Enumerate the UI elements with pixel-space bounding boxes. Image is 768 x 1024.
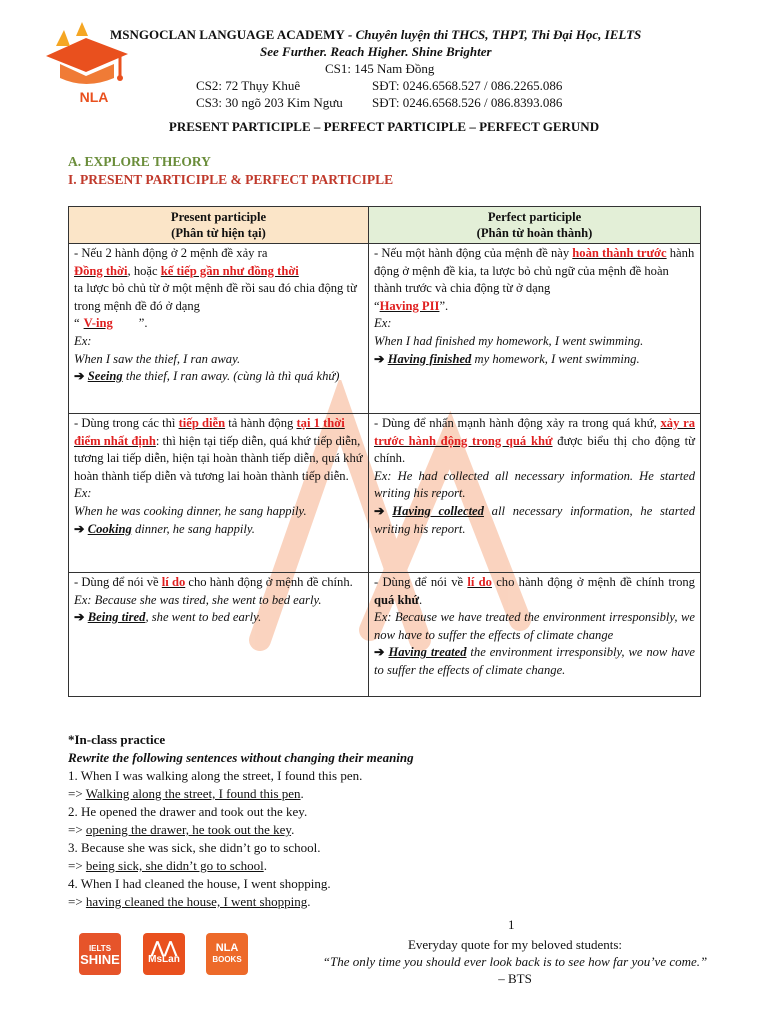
answer-blank: V-ing <box>83 316 113 331</box>
page-title: PRESENT PARTICIPLE – PERFECT PARTICIPLE – PERFECT GERUND <box>168 119 600 134</box>
table-row <box>69 244 701 414</box>
answer-prefix: => <box>68 822 86 837</box>
text: - Dùng để nhấn mạnh hành động xảy ra trong quá khứ, <box>374 416 661 430</box>
practice-answer: => being sick, she didn’t go to school. <box>68 858 267 873</box>
answer-text: being sick, she didn’t go to school <box>85 858 264 873</box>
answer-text: Walking along the street, I found this pen <box>85 786 301 801</box>
col2-header <box>369 207 701 244</box>
quote-author: – BTS <box>498 971 532 986</box>
practice-heading: *In-class practice <box>68 732 166 747</box>
arrow-icon: ➔ <box>374 503 385 518</box>
answer-blank: kế tiếp gần như đồng thời <box>160 263 299 278</box>
table-row <box>69 573 701 697</box>
nla-books-logo <box>206 933 248 975</box>
campus-2-address: CS2: 72 Thụy Khuê <box>196 78 301 93</box>
arrow-icon: ➔ <box>74 369 85 384</box>
practice-answer: => Walking along the street, I found this pen. <box>68 786 304 801</box>
cell-r2c2 <box>369 414 701 573</box>
example-label: Ex: <box>74 486 92 501</box>
logo-text: NLA <box>79 89 109 105</box>
arrow-icon: ➔ <box>374 645 385 660</box>
key-form: Having finished <box>387 351 472 366</box>
campus-3-phone: SĐT: 0246.6568.526 / 086.8393.086 <box>372 95 563 110</box>
answer-blank: Having PII <box>379 298 440 313</box>
table-row <box>69 414 701 573</box>
text: : thì hiện tại tiếp diễn, quá khứ tiếp diễn, tương lai tiếp diễn, hiện tại hoàn thành tiếp diễn, quá khứ hoàn thành tiếp diễn và tương lai hoàn thành tiếp diễn. <box>74 433 363 483</box>
col1-title: Present participle <box>170 210 267 224</box>
quote-mark: ”. <box>439 298 449 313</box>
text: cho hành động ở mệnh đề chính trong <box>491 575 695 589</box>
campus-2-phone: SĐT: 0246.6568.527 / 086.2265.086 <box>372 78 563 93</box>
header-academy-line <box>110 27 641 43</box>
arrow-icon: ➔ <box>374 351 385 366</box>
answer-text: having cleaned the house, I went shopping <box>85 894 308 909</box>
example-rest: all necessary information, he started writing his report. <box>374 503 695 536</box>
mslan-mark-icon: ⋀⋀ <box>150 940 178 957</box>
answer-blank: lí do <box>161 575 186 589</box>
participle-table <box>68 206 701 697</box>
campus-2 <box>196 78 563 94</box>
practice-question: 4. When I had cleaned the house, I went shopping. <box>68 876 331 891</box>
text: - Dùng để nói về <box>74 575 162 589</box>
example-rest: dinner, he sang happily. <box>131 521 255 536</box>
badge-text: MsLan <box>148 954 180 965</box>
example-rest: my homework, I went swimming. <box>471 351 640 366</box>
text: - Nếu 2 hành động ở 2 mệnh đề xảy ra <box>74 246 268 260</box>
quote-mark: “ <box>74 316 80 331</box>
example-text: Ex: Because she was tired, she went to bed early. <box>74 592 322 607</box>
example-text: When he was cooking dinner, he sang happily. <box>74 503 307 518</box>
emphasis: quá khứ <box>374 592 420 607</box>
text: , hoặc <box>127 263 161 278</box>
text: - Dùng trong các thì <box>74 416 179 430</box>
academy-tagline: Chuyên luyện thi THCS, THPT, Thi Đại Học, IELTS <box>355 27 642 42</box>
practice-question: 1. When I was walking along the street, I found this pen. <box>68 768 363 783</box>
answer-blank: lí do <box>467 575 492 589</box>
table-header-row <box>69 207 701 244</box>
text: - Dùng để nói về <box>374 575 468 589</box>
quote-mark: “ <box>374 298 380 313</box>
example-text: When I saw the thief, I ran away. <box>74 351 241 366</box>
quote-mark: ”. <box>138 316 148 331</box>
answer-blank: xảy ra trước hành động trong quá khứ <box>374 416 695 448</box>
example-label: Ex: <box>374 316 392 331</box>
text: được biểu thị cho động từ chính. <box>374 433 695 466</box>
key-form: Having treated <box>388 645 467 660</box>
academy-name: MSNGOCLAN LANGUAGE ACADEMY <box>110 27 345 42</box>
quote-intro: Everyday quote for my beloved students: <box>407 937 623 952</box>
badge-text: BOOKS <box>212 955 242 964</box>
cell-r3c1 <box>69 573 369 697</box>
key-form: Being tired <box>87 610 146 625</box>
example-text: Ex: Because we have treated the environment irresponsibly, we now have to suffer the effects of climate change <box>374 610 695 642</box>
key-form: Seeing <box>87 369 123 384</box>
text: - Nếu một hành động của mệnh đề này <box>374 246 573 260</box>
cell-r3c2 <box>369 573 701 697</box>
badge-text: SHINE <box>80 952 120 967</box>
answer-prefix: => <box>68 858 86 873</box>
text: tả hành động <box>225 416 297 430</box>
campus-1: CS1: 145 Nam Đồng <box>325 61 435 76</box>
section-i-heading: I. PRESENT PARTICIPLE & PERFECT PARTICIPLE <box>68 172 394 187</box>
text: hành động ở mệnh đề kia, ta lược bỏ chủ ngữ của mệnh đề hoàn thành trước và chia động từ ở dạng <box>374 246 695 296</box>
practice-answer: => opening the drawer, he took out the key. <box>68 822 295 837</box>
col2-subtitle: (Phân từ hoàn thành) <box>476 226 593 240</box>
col2-title: Perfect participle <box>487 210 582 224</box>
badge-text: NLA <box>215 942 239 954</box>
example-text: Ex: He had collected all necessary information. He started writing his report. <box>374 468 695 501</box>
campus-3-address: CS3: 30 ngõ 203 Kim Ngưu <box>196 95 343 110</box>
practice-answer: => having cleaned the house, I went shopping. <box>68 894 311 909</box>
example-text: When I had finished my homework, I went swimming. <box>374 333 644 348</box>
practice-question: 3. Because she was sick, she didn’t go to school. <box>68 840 321 855</box>
footer-quote <box>320 936 710 987</box>
example-rest: the environment irresponsibly, we now have to suffer the effects of climate change. <box>374 645 695 677</box>
text: cho hành động ở mệnh đề chính. <box>185 575 353 589</box>
section-a-heading: A. EXPLORE THEORY <box>68 154 211 169</box>
cell-r1c2 <box>369 244 701 414</box>
practice-instruction: Rewrite the following sentences without changing their meaning <box>68 750 414 765</box>
answer-blank: tại 1 thời điểm nhất định <box>74 416 345 448</box>
practice-question: 2. He opened the drawer and took out the key. <box>68 804 308 819</box>
answer-blank: tiếp diễn <box>178 416 226 430</box>
text: . <box>419 592 423 607</box>
arrow-icon: ➔ <box>74 521 85 536</box>
cell-r2c1 <box>69 414 369 573</box>
col1-header <box>69 207 369 244</box>
answer-prefix: => <box>68 786 86 801</box>
mslan-logo <box>143 933 185 975</box>
quote-text: “The only time you should ever look back is to see how far you’ve come.” <box>322 954 708 969</box>
campus-3 <box>196 95 563 111</box>
col1-subtitle: (Phân từ hiện tại) <box>171 226 266 240</box>
page-number: 1 <box>508 917 515 932</box>
ielts-shine-logo <box>79 933 121 975</box>
example-label: Ex: <box>74 333 92 348</box>
dash: - <box>344 27 356 42</box>
example-rest: , she went to bed early. <box>145 610 262 625</box>
academy-motto: See Further. Reach Higher. Shine Brighter <box>260 44 492 59</box>
arrow-icon: ➔ <box>74 610 85 625</box>
answer-blank: hoàn thành trước <box>572 246 667 260</box>
badge-text: IELTS <box>88 944 112 953</box>
key-form: Having collected <box>392 503 484 518</box>
answer-text: opening the drawer, he took out the key <box>85 822 292 837</box>
answer-prefix: => <box>68 894 86 909</box>
answer-blank: Đồng thời <box>74 263 128 278</box>
practice-section <box>68 731 708 911</box>
text: ta lược bỏ chủ từ ở một mệnh đề rồi sau đó chia động từ trong mệnh đề đó ở dạng <box>74 281 357 313</box>
example-rest: the thief, I ran away. (cùng là thì quá khứ) <box>122 369 340 384</box>
cell-r1c1 <box>69 244 369 414</box>
key-form: Cooking <box>87 521 132 536</box>
